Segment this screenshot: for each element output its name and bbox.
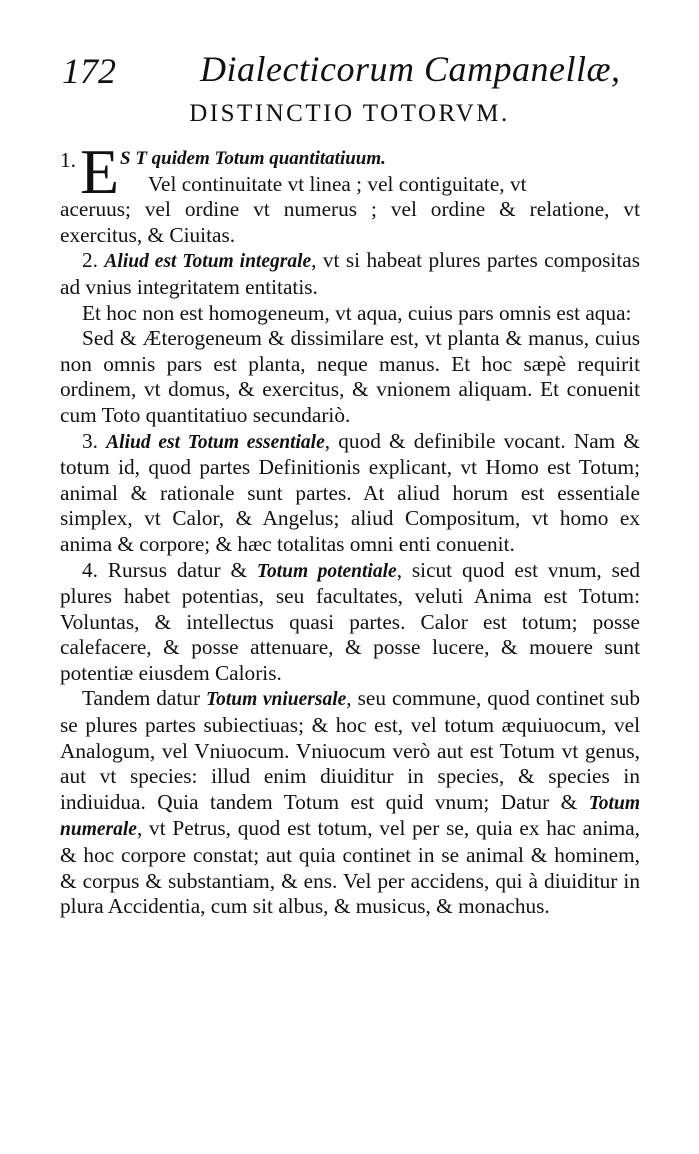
- text-body: [60, 136, 640, 920]
- drop-cap: E: [80, 136, 120, 207]
- paragraph-7-lead: Tandem datur: [82, 686, 201, 711]
- term-totum-integrale: Aliud est Totum integrale: [104, 251, 312, 273]
- paragraph-4: Sed & Æterogeneum & dissimilare est, vt planta & manus, cuius non omnis pars est planta, neque manus. Et hoc sæpè requirit ordinem, vt domus, & exercitus, & vnionem aliquam. Et conuenit cum Toto quantitatiuo secundariò.: [60, 326, 640, 427]
- paragraph-7-end: , vt Petrus, quod est totum, vel per se, quia ex hac anima, & hoc corpore constat; aut quia continet in se animal & hominem, & corpus & substantiam, & ens. Vel per accidens, qui à diuiditur in plura Accidentia, cum sit albus, & musicus, & monachus.: [60, 816, 640, 919]
- paragraph-6: [60, 558, 640, 687]
- term-totum-essentiale: Aliud est Totum essentiale: [106, 431, 325, 453]
- term-totum-potentiale: Totum potentiale: [256, 560, 397, 582]
- paragraph-number: 3.: [82, 428, 98, 453]
- paragraph-number: 1.: [60, 148, 76, 172]
- paragraph-number: 2.: [82, 248, 98, 273]
- paragraph-2: [60, 248, 640, 300]
- paragraph-7: [60, 686, 640, 919]
- paragraph-6-text: , sicut quod est vnum, sed plures habet potentias, seu facultates, veluti Anima est Totum: Voluntas, & intellectus quasi partes. Calor est totum; posse calefacere, & posse attenuare, & posse lucere, & mouere sunt potentiæ eiusdem Caloris.: [60, 557, 640, 685]
- page-header: [62, 44, 652, 94]
- paragraph-6-lead: 4. Rursus datur &: [82, 557, 248, 582]
- paragraph-1-heading: S T quidem Totum quantitatiuum.: [120, 148, 386, 169]
- paragraph-1: [60, 136, 640, 248]
- paragraph-2-text: , vt si habeat plures partes compositas ad vnius integritatem entitatis.: [60, 248, 640, 299]
- page-number: 172: [62, 51, 116, 91]
- paragraph-5: [60, 429, 640, 558]
- term-totum-vniuersale: Totum vniuersale: [206, 689, 347, 711]
- paragraph-5-text: , quod & definibile vocant. Nam & totum id, quod partes Definitionis explicant, vt Homo est Totum; animal & rationale sunt partes. At aliud horum est essentiale simplex, vt Calor, & Angelus; aliud Compositum, vt homo ex anima & corpore; & hæc totalitas omni enti conuenit.: [60, 428, 640, 556]
- paragraph-7-text: , seu commune, quod continet sub se plures partes subiectiuas; & hoc est, vel totum æquiuocum, vel Analogum, vel Vniuocum. Vniuocum verò aut est Totum vt genus, aut vt species: illud enim diuiditur in species, & species in indiuidua. Quia tandem Totum est quid vnum; Datur &: [60, 686, 640, 814]
- running-title: Dialecticorum Campanellæ,: [200, 49, 621, 89]
- paragraph-1-line-2: Vel continuitate vt linea ; vel contiguitate, vt: [148, 171, 527, 196]
- paragraph-3: Et hoc non est homogeneum, vt aqua, cuius pars omnis est aqua:: [82, 300, 632, 325]
- term-totum-numerale: Totum numerale: [60, 792, 640, 841]
- section-heading: DISTINCTIO TOTORVM.: [189, 100, 510, 127]
- paragraph-1-rest: aceruus; vel ordine vt numerus ; vel ordine & relatione, vt exercitus, & Ciuitas.: [60, 197, 640, 247]
